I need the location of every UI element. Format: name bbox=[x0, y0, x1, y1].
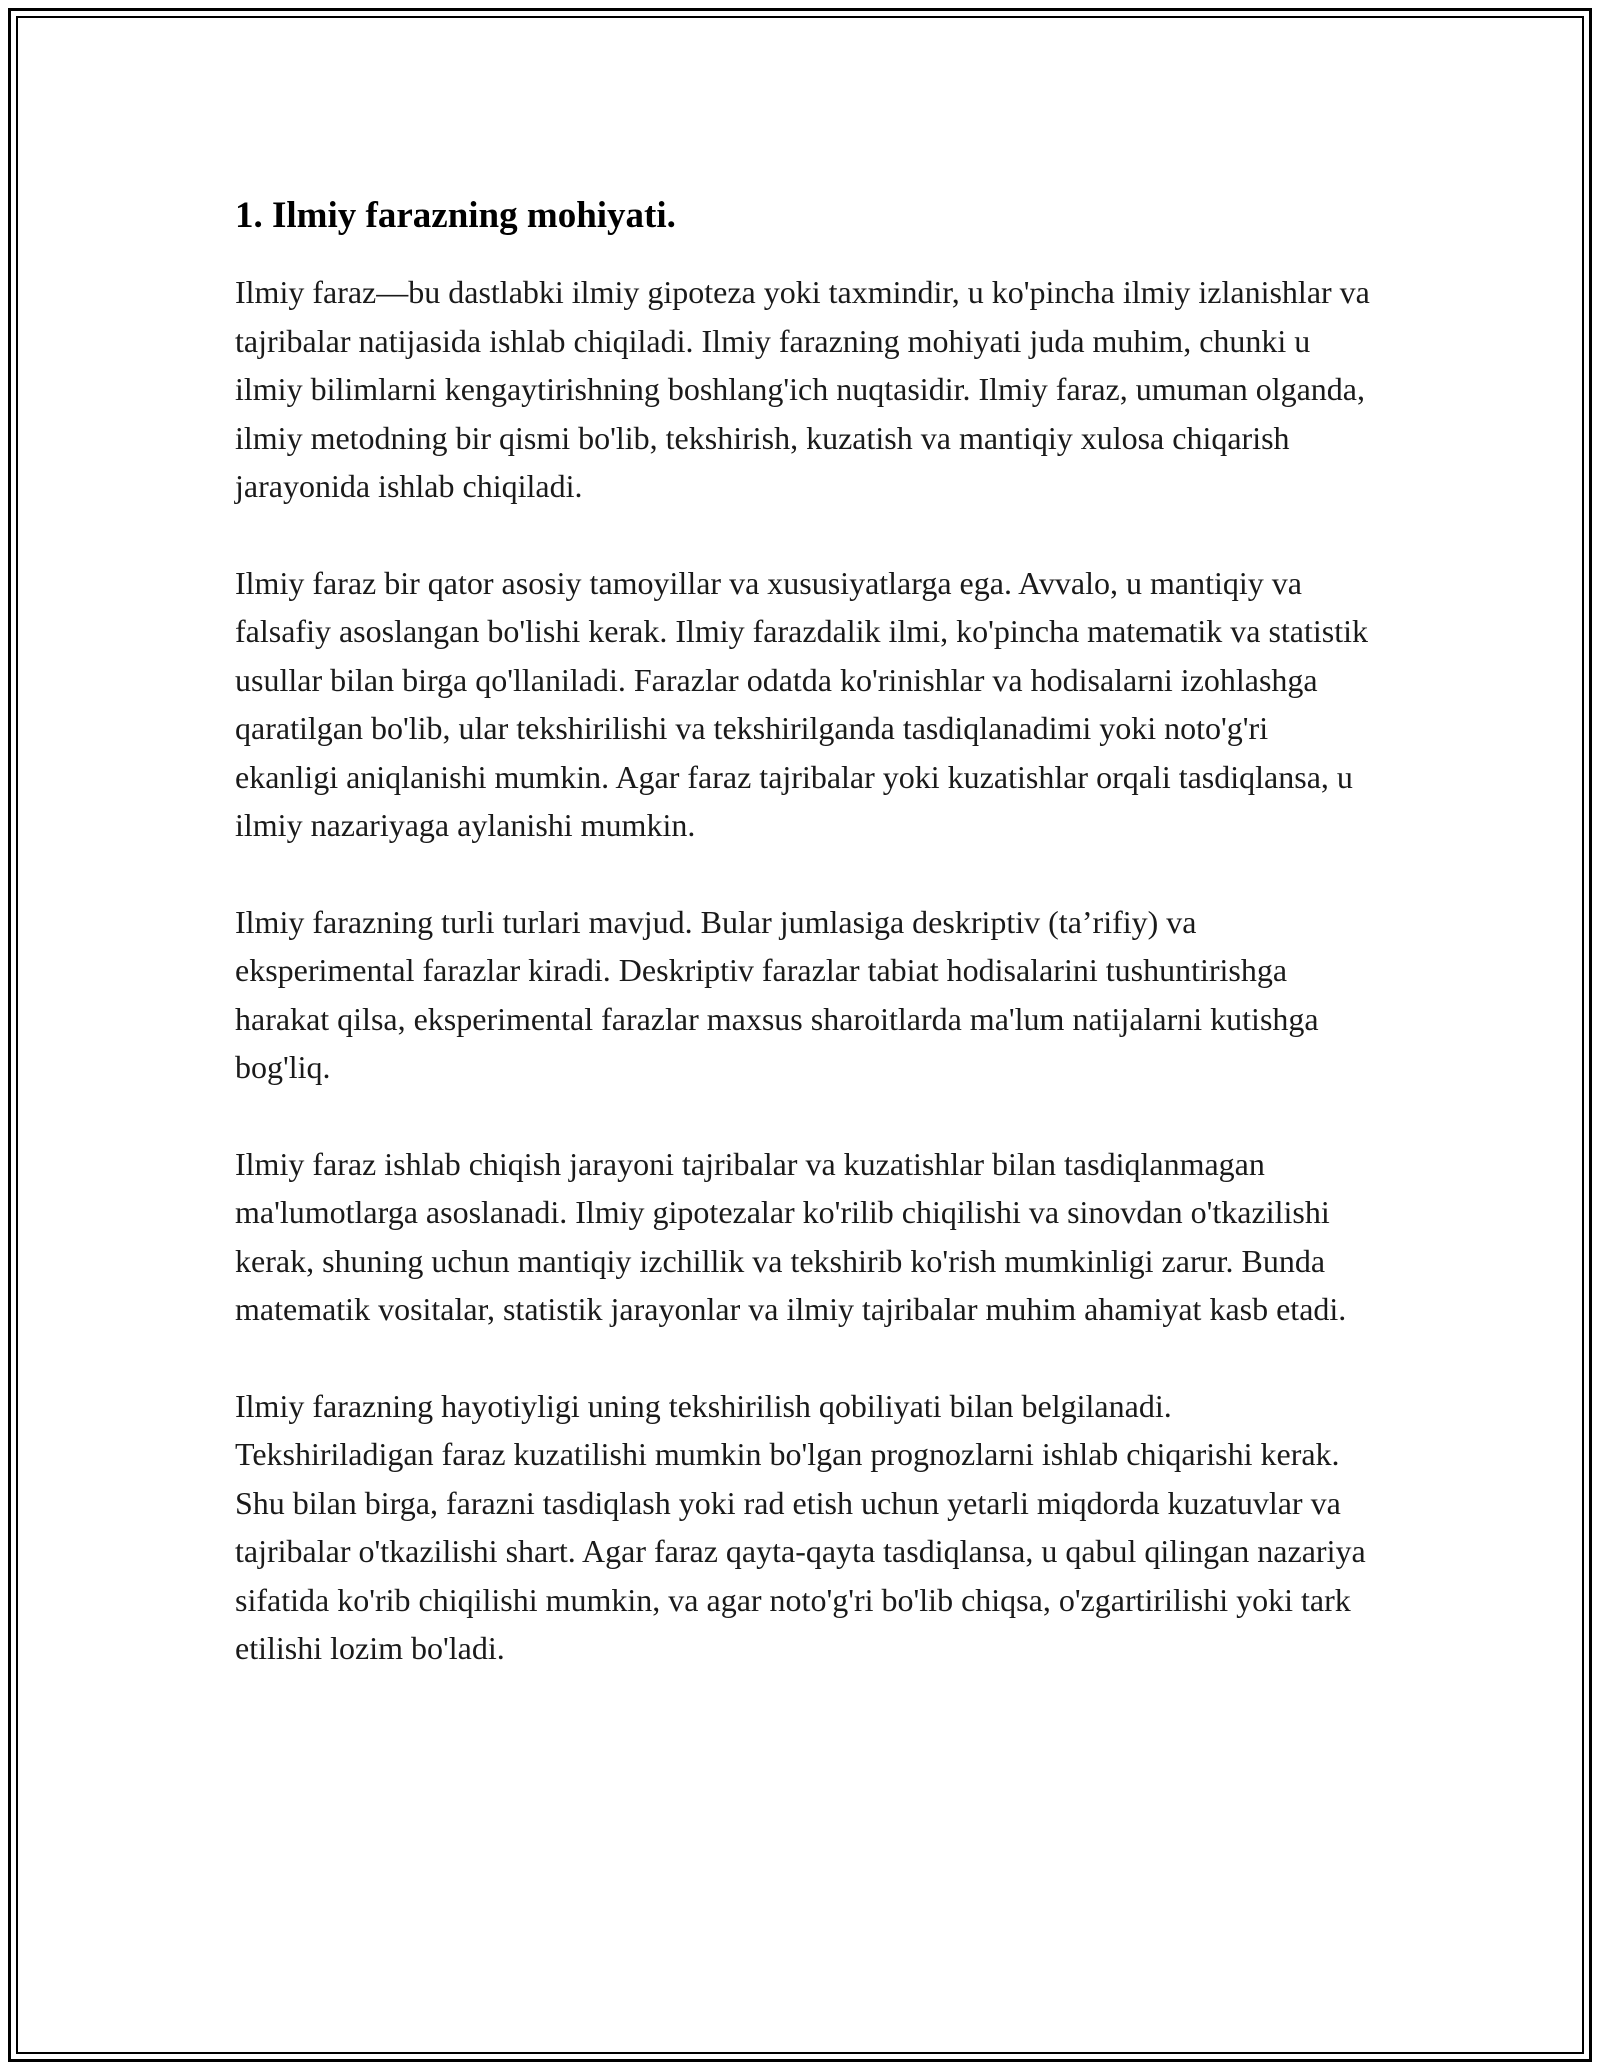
paragraph-5: Ilmiy farazning hayotiyligi uning tekshirilish qobiliyati bilan belgilanadi. Tekshiriladigan faraz kuzatilishi mumkin bo'lgan prognozlarni ishlab chiqarishi kerak. Shu bilan birga, farazni tasdiqlash yoki rad etish uchun yetarli miqdorda kuzatuvlar va tajribalar o'tkazilishi shart. Agar faraz qayta-qayta tasdiqlansa, u qabul qilingan nazariya sifatida ko'rib chiqilishi mumkin, va agar noto'g'ri bo'lib chiqsa, o'zgartirilishi yoki tark etilishi lozim bo'ladi. bbox=[235, 1387, 1366, 1666]
document-body bbox=[235, 190, 1375, 1721]
paragraph-1: Ilmiy faraz—bu dastlabki ilmiy gipoteza yoki taxmindir, u ko'pincha ilmiy izlanishlar va tajribalar natijasida ishlab chiqiladi. Ilmiy farazning mohiyati juda muhim, chunki u ilmiy bilimlarni kengaytirishning boshlang'ich nuqtasidir. Ilmiy faraz, umuman olganda, ilmiy metodning bir qismi bo'lib, tekshirish, kuzatish va mantiqiy xulosa chiqarish jarayonida ishlab chiqiladi. bbox=[235, 274, 1370, 504]
paragraph-4: Ilmiy faraz ishlab chiqish jarayoni tajribalar va kuzatishlar bilan tasdiqlanmagan ma'lumotlarga asoslanadi. Ilmiy gipotezalar ko'rilib chiqilishi va sinovdan o'tkazilishi kerak, shuning uchun mantiqiy izchillik va tekshirib ko'rish mumkinligi zarur. Bunda matematik vositalar, statistik jarayonlar va ilmiy tajribalar muhim ahamiyat kasb etadi. bbox=[235, 1145, 1347, 1327]
paragraph-3: Ilmiy farazning turli turlari mavjud. Bular jumlasiga deskriptiv (ta’rifiy) va eksperimental farazlar kiradi. Deskriptiv farazlar tabiat hodisalarini tushuntirishga harakat qilsa, eksperimental farazlar maxsus sharoitlarda ma'lum natijalarni kutishga bog'liq. bbox=[235, 903, 1319, 1085]
paragraph-2: Ilmiy faraz bir qator asosiy tamoyillar va xususiyatlarga ega. Avvalo, u mantiqiy va falsafiy asoslangan bo'lishi kerak. Ilmiy farazdalik ilmi, ko'pincha matematik va statistik usullar bilan birga qo'llaniladi. Farazlar odatda ko'rinishlar va hodisalarni izohlashga qaratilgan bo'lib, ular tekshirilishi va tekshirilganda tasdiqlanadimi yoki noto'g'ri ekanligi aniqlanishi mumkin. Agar faraz tajribalar yoki kuzatishlar orqali tasdiqlansa, u ilmiy nazariyaga aylanishi mumkin. bbox=[235, 564, 1368, 843]
section-heading: 1. Ilmiy farazning mohiyati. bbox=[235, 195, 676, 236]
